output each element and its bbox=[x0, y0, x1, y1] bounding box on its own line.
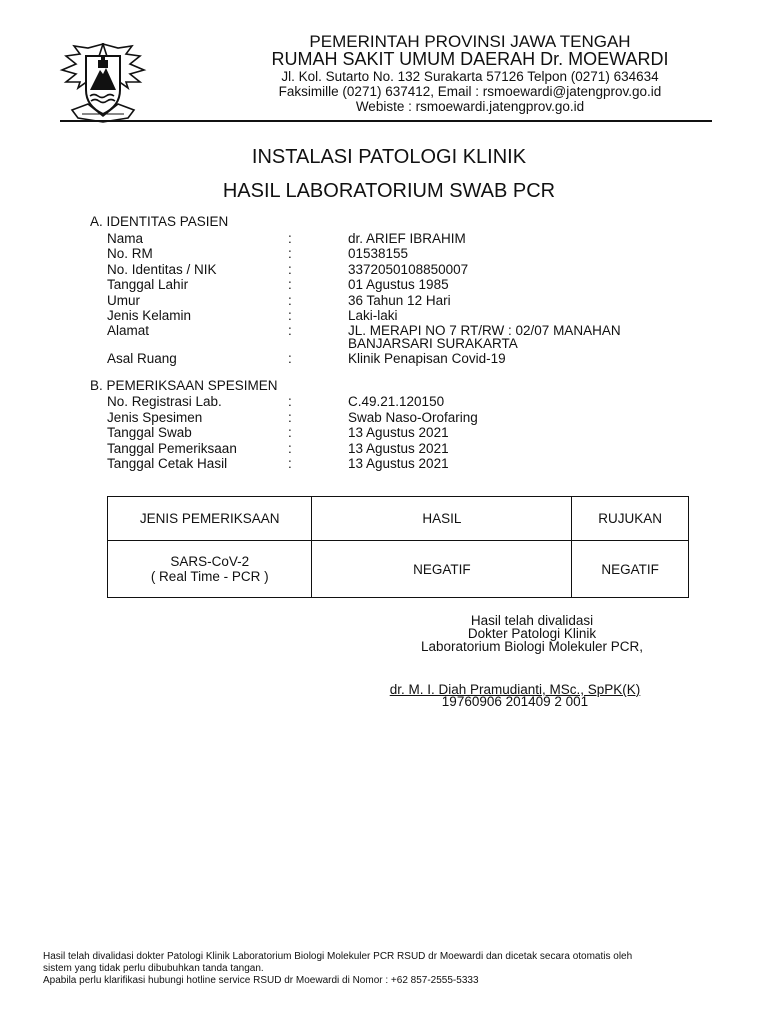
reference-cell: NEGATIF bbox=[572, 541, 689, 598]
field-value: 01538155 bbox=[348, 246, 409, 261]
result-cell: NEGATIF bbox=[312, 541, 572, 598]
report-title: HASIL LABORATORIUM SWAB PCR bbox=[222, 180, 556, 202]
letterhead-fax-email: Faksimille (0271) 637412, Email : rsmoewardi@jatengprov.go.id bbox=[278, 84, 662, 99]
footer-note-line2: sistem yang tidak perlu dibubuhkan tanda tangan. bbox=[43, 963, 264, 974]
field-value: Klinik Penapisan Covid-19 bbox=[348, 351, 506, 366]
field-label: No. Identitas / NIK bbox=[107, 262, 217, 277]
specimen-section-heading: B. PEMERIKSAAN SPESIMEN bbox=[90, 378, 278, 393]
field-value: Laki-laki bbox=[348, 308, 398, 323]
footer-note-line3: Apabila perlu klarifikasi hubungi hotline service RSUD dr Moewardi di Nomor : +62 857-2555-5333 bbox=[43, 975, 479, 986]
field-separator: : bbox=[288, 262, 292, 277]
table-row bbox=[108, 541, 689, 598]
field-separator: : bbox=[288, 351, 292, 366]
validation-statement: Hasil telah divalidasi bbox=[470, 613, 594, 628]
field-value: 13 Agustus 2021 bbox=[348, 456, 449, 471]
test-name: SARS-CoV-2 bbox=[170, 554, 250, 569]
field-separator: : bbox=[288, 410, 292, 425]
patient-section-heading: A. IDENTITAS PASIEN bbox=[90, 214, 229, 229]
department-title: INSTALASI PATOLOGI KLINIK bbox=[251, 146, 527, 168]
letterhead-website: Webiste : rsmoewardi.jatengprov.go.id bbox=[355, 99, 585, 114]
field-label: Tanggal Swab bbox=[107, 425, 192, 440]
field-label: Tanggal Pemeriksaan bbox=[107, 441, 237, 456]
field-value: dr. ARIEF IBRAHIM bbox=[348, 231, 466, 246]
field-value: Swab Naso-Orofaring bbox=[348, 410, 478, 425]
field-separator: : bbox=[288, 308, 292, 323]
field-label: Jenis Spesimen bbox=[107, 410, 203, 425]
results-table bbox=[107, 496, 689, 598]
footer-note-line1: Hasil telah divalidasi dokter Patologi Klinik Laboratorium Biologi Molekuler PCR RSUD dr Moewardi dan dicetak secara otomatis oleh bbox=[43, 951, 633, 962]
test-name-cell bbox=[108, 541, 312, 598]
field-label: Tanggal Cetak Hasil bbox=[107, 456, 228, 471]
field-separator: : bbox=[288, 394, 292, 409]
field-separator: : bbox=[288, 323, 292, 338]
field-value: BANJARSARI SURAKARTA bbox=[348, 336, 518, 351]
field-value: 3372050108850007 bbox=[348, 262, 469, 277]
validation-role: Dokter Patologi Klinik bbox=[467, 626, 597, 641]
validating-doctor-name: dr. M. I. Diah Pramudianti, MSc., SpPK(K) bbox=[389, 682, 641, 697]
letterhead-divider bbox=[60, 120, 712, 122]
field-separator: : bbox=[288, 293, 292, 308]
field-label: Asal Ruang bbox=[107, 351, 177, 366]
field-separator: : bbox=[288, 456, 292, 471]
column-header-result: HASIL bbox=[312, 497, 572, 541]
field-separator: : bbox=[288, 231, 292, 246]
field-value: 01 Agustus 1985 bbox=[348, 277, 449, 292]
field-value: 36 Tahun 12 Hari bbox=[348, 293, 451, 308]
field-label: Jenis Kelamin bbox=[107, 308, 192, 323]
column-header-reference: RUJUKAN bbox=[572, 497, 689, 541]
field-value: 13 Agustus 2021 bbox=[348, 425, 449, 440]
validating-doctor-nip: 19760906 201409 2 001 bbox=[441, 694, 589, 709]
letterhead-province: PEMERINTAH PROVINSI JAWA TENGAH bbox=[309, 32, 631, 51]
field-value: C.49.21.120150 bbox=[348, 394, 445, 409]
field-label: No. Registrasi Lab. bbox=[107, 394, 222, 409]
column-header-test: JENIS PEMERIKSAAN bbox=[108, 497, 312, 541]
results-header-row bbox=[108, 497, 689, 541]
letterhead-address: Jl. Kol. Sutarto No. 132 Surakarta 57126 Telpon (0271) 634634 bbox=[281, 69, 659, 84]
field-label: No. RM bbox=[107, 246, 153, 261]
field-label: Alamat bbox=[107, 323, 150, 338]
field-separator: : bbox=[288, 441, 292, 456]
validation-lab: Laboratorium Biologi Molekuler PCR, bbox=[420, 639, 644, 654]
field-value: 13 Agustus 2021 bbox=[348, 441, 449, 456]
field-label: Umur bbox=[107, 293, 140, 308]
test-method: ( Real Time - PCR ) bbox=[150, 569, 269, 584]
field-separator: : bbox=[288, 246, 292, 261]
central-java-emblem-icon bbox=[58, 38, 148, 124]
field-label: Nama bbox=[107, 231, 144, 246]
field-separator: : bbox=[288, 277, 292, 292]
letterhead-hospital-name: RUMAH SAKIT UMUM DAERAH Dr. MOEWARDI bbox=[271, 49, 669, 69]
field-value: JL. MERAPI NO 7 RT/RW : 02/07 MANAHAN bbox=[348, 323, 621, 338]
field-label: Tanggal Lahir bbox=[107, 277, 189, 292]
field-separator: : bbox=[288, 425, 292, 440]
